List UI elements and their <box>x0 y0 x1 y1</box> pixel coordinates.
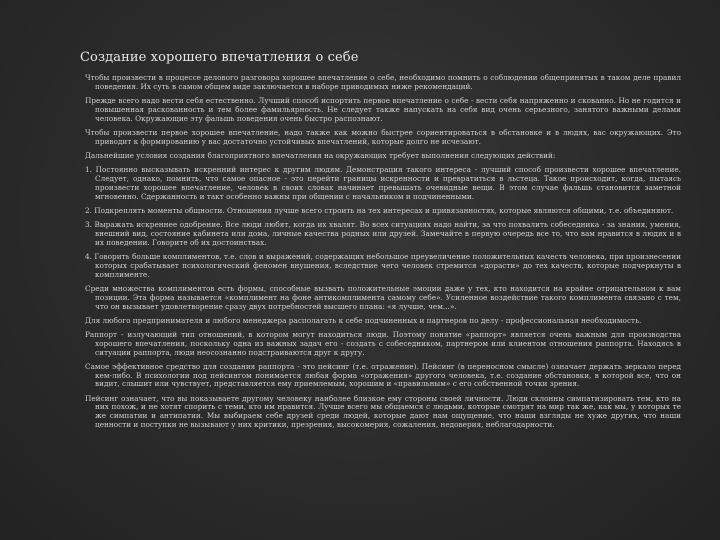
paragraph-conditions: Дальнейшие условия создания благоприятного впечатления на окружающих требует выполнения следующих действий: <box>85 150 556 160</box>
paragraph-compliment-forms: Среди множества комплиментов есть формы, способные вызвать положительные эмоции даже у тех, кто находится на крайне отрицательном к вам позиции. Эта форма называется «комплимент на фоне антикомплимента самому себе». Усиленное воздействие такого комплимента связано с тем, что он вызывает удовлетворение сразу двух потребностей высшего плана: «я лучше, чем...». <box>85 283 681 311</box>
list-item-compliments: 4. Говорить больше комплиментов, т.е. слов и выражений, содержащих небольшое преувеличение положительных качеств человека, при произнесении которых срабатывает психологический феномен внушения, вследствие чего человек стремится «дорасти» до тех качеств, которые подчеркнуты в комплименте. <box>85 251 681 279</box>
list-item-commonality: 2. Подкреплять моменты общности. Отношения лучше всего строить на тех интересах и привязанностях, которые являются общими, т.е. объединяют. <box>85 205 674 215</box>
slide-body <box>85 74 681 435</box>
page-title: Создание хорошего впечатления о себе <box>80 50 359 65</box>
paragraph-orientation: Чтобы произвести первое хорошее впечатление, надо также как можно быстрее сориентироваться в обстановке и в людях, вас окружающих. Это приводит к формированию у вас достаточно устойчивых впечатлений, которые долго не исчезают. <box>85 127 681 146</box>
list-item-interest: 1. Постоянно высказывать искренний интерес к другим людям. Демонстрация такого интереса - лучший способ произвести хорошее впечатление. Следует, однако, помнить, что самое опасное - это перейти границы искренности и превратиться в льстеца. Такое происходит, когда, пытаясь произвести хорошее впечатление, человек в своих словах начинает превышать очевидные вещи. В этом случае фальшь становится заметной мгновенно. Сдержанность и такт особенно важны при общении с начальником и подчиненными. <box>85 165 681 201</box>
paragraph-pacing: Самое эффективное средство для создания раппорта - это пейсинг (т.е. отражение). Пейсинг (в переносном смысле) означает держать зеркало перед кем-либо. В психологии под пейсингом понимается любая форма «отражения» другого человека, т.е. создание обстановки, в которой все, что он видит, слышит или чувствует, представляется ему приемлемым, хорошим и «правильным» с его собственной точки зрения. <box>85 361 681 389</box>
paragraph-natural: Прежде всего надо вести себя естественно. Лучший способ испортить первое впечатление о себе - вести себя напряженно и скованно. Но не годится и повышенная раскованность и тем более фамильярность. Не следует также напускать на себя вид очень серьезного, занятого важными делами человека. Окружающие эту фальшь поведения очень быстро распознают. <box>85 96 681 123</box>
paragraph-rapport: Раппорт - излучающий тип отношений, в котором могут находиться люди. Поэтому понятие «раппорт» является очень важным для производства хорошего впечатления, поскольку одна из важных задач его - создать с собеседником, партнером или клиентом отношения раппорта. Находясь в ситуации раппорта, люди неосознанно подстраиваются друг к другу. <box>85 329 681 357</box>
paragraph-pacing-meaning: Пейсинг означает, что вы показываете другому человеку наиболее близкое ему стороны своей личности. Люди склонны симпатизировать тем, кто на них похож, и не хотят спорить с теми, кто им нравится. Лучше всего мы общаемся с людьми, которые смотрят на мир так же, как мы, у которых те же симпатии и антипатии. Мы выбираем себе друзей среди людей, которые дают нам ощущение, что наши взгляды не хуже других, что наши ценности и поступки не вызывают у них критики, презрения, высокомерия, сожаления, недоверия, неблагодарности. <box>85 393 681 430</box>
list-item-approval: 3. Выражать искреннее одобрение. Все люди любят, когда их хвалят. Во всех ситуациях надо найти, за что похвалить собеседника - за знания, умения, внешний вид, состояние кабинета или дома, личные качества родных или друзей. Замечайте в первую очередь все то, что вам нравится в людях и в их поведении. Говорите об их достоинствах. <box>85 219 681 247</box>
paragraph-intro: Чтобы произвести в процессе делового разговора хорошее впечатление о себе, необходимо помнить о соблюдении общепринятых в таком деле правил поведения. Их суть в самом общем виде заключается в наборе приводимых ниже рекомендаций. <box>85 73 681 91</box>
paragraph-necessity: Для любого предпринимателя и любого менеджера располагать к себе подчиненных и партнеров по делу - профессиональная необходимость. <box>85 315 642 325</box>
